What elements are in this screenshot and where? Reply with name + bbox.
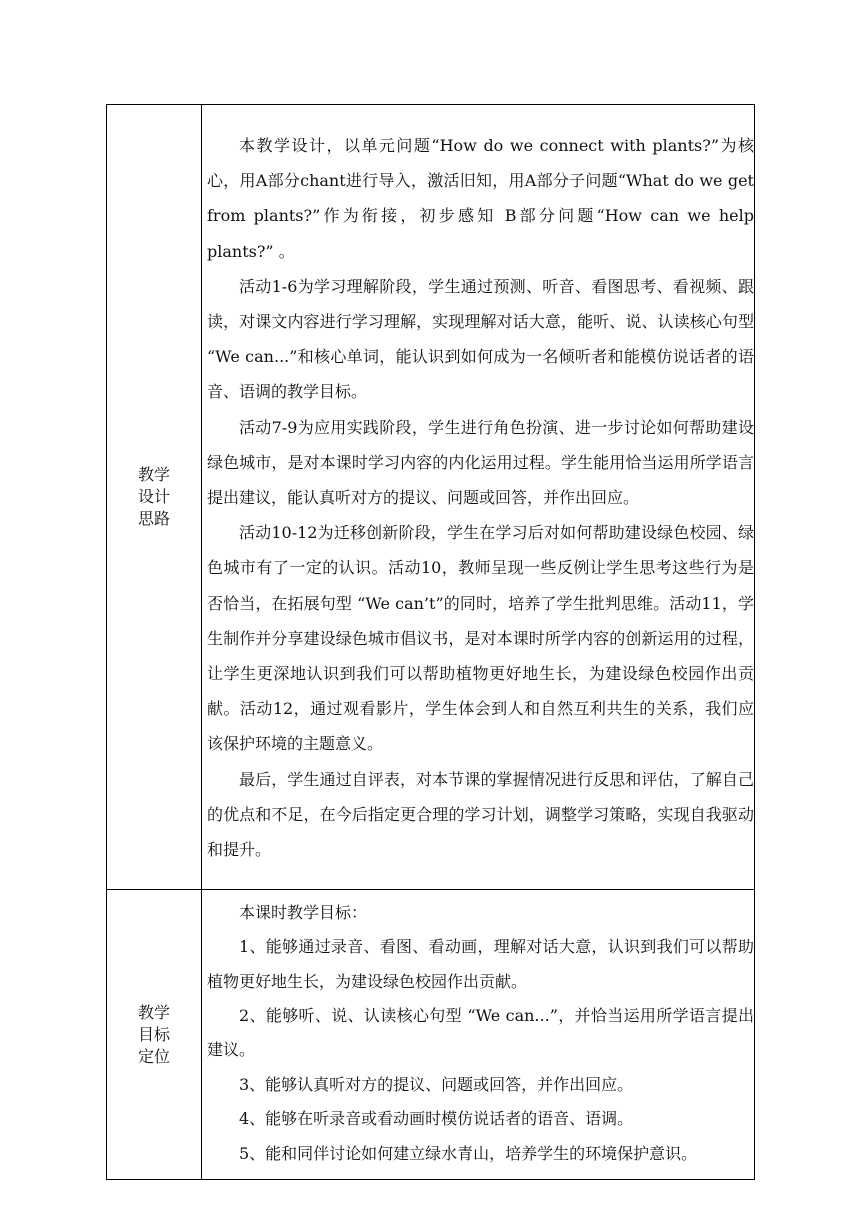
goal-item: 1、能够通过录音、看图、看动画，理解对话大意，认识到我们可以帮助植物更好地生长，为建设绿色校园作出贡献。 (207, 937, 754, 991)
goals-heading: 本课时教学目标： (239, 903, 368, 923)
row-label-line: 思路 (137, 509, 170, 529)
table-row-design-idea (107, 105, 755, 890)
table-row-teaching-goals (107, 890, 755, 1180)
paragraph: 活动1-6为学习理解阶段，学生通过预测、听音、看图思考、看视频、跟读，对课文内容进行学习理解，实现理解对话大意，能听、说、认读核心句型 “We can...”和核心单词，能认识到如何成为一名倾听者和能模仿说话者的语音、语调的教学目标。 (207, 276, 754, 402)
row-label-line: 教学 (137, 465, 170, 485)
goal-item: 2、能够听、说、认读核心句型 “We can...”，并恰当运用所学语言提出建议。 (207, 1006, 754, 1060)
paragraph: 最后，学生通过自评表，对本节课的掌握情况进行反思和评估，了解自己的优点和不足，在今后指定更合理的学习计划，调整学习策略，实现自我驱动和提升。 (207, 769, 754, 860)
paragraph: 本教学设计，以单元问题“How do we connect with plants?”为核心，用A部分chant进行导入，激活旧知，用A部分子问题“What do we get from plants?”作为衔接，初步感知 B部分问题“How can we help plants?” 。 (207, 136, 754, 261)
goal-item: 4、能够在听录音或看动画时模仿说话者的语音、语调。 (239, 1109, 634, 1129)
row-label-line: 设计 (137, 487, 170, 507)
lesson-plan-table (106, 104, 755, 1180)
row-label-line: 定位 (137, 1046, 170, 1066)
row-label-teaching-goals (107, 890, 202, 1180)
row-label-design-idea (107, 105, 202, 890)
row-label-line: 教学 (137, 1002, 170, 1022)
paragraph: 活动7-9为应用实践阶段，学生进行角色扮演、进一步讨论如何帮助建设绿色城市，是对本课时学习内容的内化运用过程。学生能用恰当运用所学语言提出建议，能认真听对方的提议、问题或回答，并作出回应。 (207, 417, 754, 508)
row-content-teaching-goals (202, 890, 755, 1180)
paragraph: 活动10-12为迁移创新阶段，学生在学习后对如何帮助建设绿色校园、绿色城市有了一定的认识。活动10，教师呈现一些反例让学生思考这些行为是否恰当，在拓展句型 “We can’t”的同时，培养了学生批判思维。活动11，学生制作并分享建设绿色城市倡议书，是对本课时所学内容的创新运用的过程，让学生更深地认识到我们可以帮助植物更好地生长，为建设绿色校园作出贡献。活动12，通过观看影片，学生体会到人和自然互利共生的关系，我们应该保护环境的主题意义。 (207, 523, 754, 754)
row-content-design-idea (202, 105, 755, 890)
goal-item: 3、能够认真听对方的提议、问题或回答，并作出回应。 (239, 1074, 634, 1094)
goal-item: 5、能和同伴讨论如何建立绿水青山，培养学生的环境保护意识。 (239, 1143, 698, 1163)
row-label-line: 目标 (137, 1024, 170, 1044)
